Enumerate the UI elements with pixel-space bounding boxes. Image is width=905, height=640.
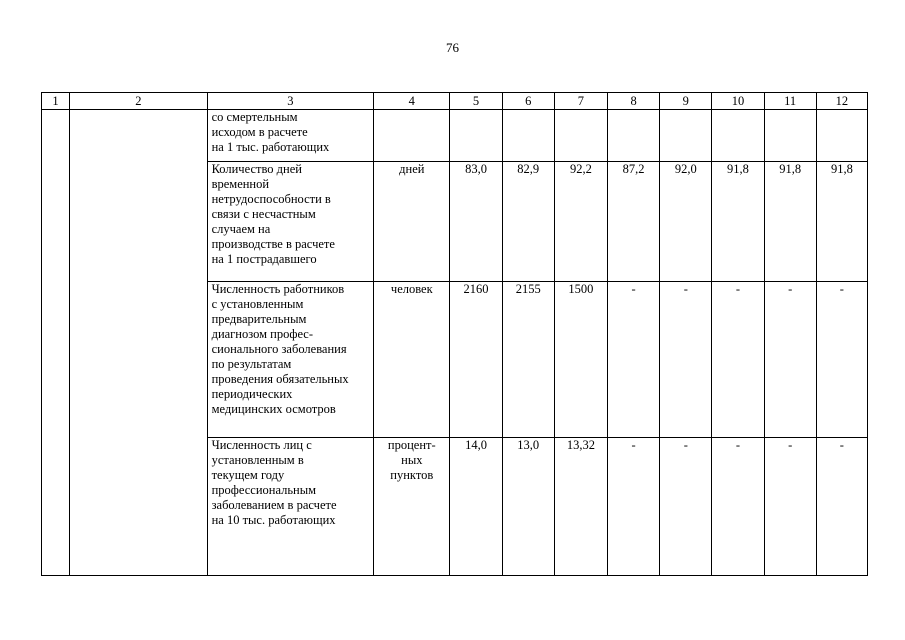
value-cell: 92,0 xyxy=(660,162,712,282)
indicator-cell: Численность лиц с установленным в текущем году профессиональным заболеванием в расчете на 10 тыс. работающих xyxy=(207,437,374,575)
indicator-cell: со смертельным исходом в расчете на 1 тыс. работающих xyxy=(207,110,374,162)
value-cell: - xyxy=(608,282,660,437)
indicator-cell: Количество дней временной нетрудоспособности в связи с несчастным случаем на производстве в расчете на 1 пострадавшего xyxy=(207,162,374,282)
column-number: 5 xyxy=(450,93,502,110)
unit-cell: процент- ных пунктов xyxy=(374,437,450,575)
value-cell xyxy=(712,110,764,162)
column-number-row xyxy=(42,93,868,110)
row-number-cell xyxy=(42,110,70,576)
value-cell: 91,8 xyxy=(712,162,764,282)
target-cell xyxy=(70,110,207,576)
value-cell: - xyxy=(660,437,712,575)
column-number: 12 xyxy=(816,93,867,110)
value-cell xyxy=(608,110,660,162)
value-cell xyxy=(660,110,712,162)
value-cell: - xyxy=(764,282,816,437)
value-cell: 1500 xyxy=(554,282,607,437)
column-number: 6 xyxy=(502,93,554,110)
column-number: 11 xyxy=(764,93,816,110)
value-cell: 83,0 xyxy=(450,162,502,282)
column-number: 10 xyxy=(712,93,764,110)
value-cell: 92,2 xyxy=(554,162,607,282)
value-cell xyxy=(554,110,607,162)
column-number: 1 xyxy=(42,93,70,110)
value-cell: - xyxy=(712,437,764,575)
value-cell: - xyxy=(660,282,712,437)
indicator-cell: Численность работников с установленным предварительным диагнозом профес- сионального заболевания по результатам проведения обязательных периодических медицинских осмотров xyxy=(207,282,374,437)
unit-cell: дней xyxy=(374,162,450,282)
value-cell xyxy=(816,110,867,162)
value-cell xyxy=(450,110,502,162)
column-number: 9 xyxy=(660,93,712,110)
value-cell: 87,2 xyxy=(608,162,660,282)
page-number: 76 xyxy=(446,40,459,55)
column-number: 3 xyxy=(207,93,374,110)
value-cell xyxy=(764,110,816,162)
value-cell: 13,0 xyxy=(502,437,554,575)
column-number: 7 xyxy=(554,93,607,110)
column-number: 4 xyxy=(374,93,450,110)
value-cell: - xyxy=(816,437,867,575)
value-cell: 13,32 xyxy=(554,437,607,575)
unit-cell xyxy=(374,110,450,162)
value-cell: 82,9 xyxy=(502,162,554,282)
value-cell: 2160 xyxy=(450,282,502,437)
value-cell xyxy=(502,110,554,162)
value-cell: 91,8 xyxy=(816,162,867,282)
value-cell: - xyxy=(764,437,816,575)
value-cell: 14,0 xyxy=(450,437,502,575)
table-row xyxy=(42,110,868,162)
column-number: 2 xyxy=(70,93,207,110)
value-cell: 91,8 xyxy=(764,162,816,282)
value-cell: 2155 xyxy=(502,282,554,437)
unit-cell: человек xyxy=(374,282,450,437)
value-cell: - xyxy=(816,282,867,437)
value-cell: - xyxy=(608,437,660,575)
indicators-table xyxy=(41,92,868,576)
column-number: 8 xyxy=(608,93,660,110)
value-cell: - xyxy=(712,282,764,437)
